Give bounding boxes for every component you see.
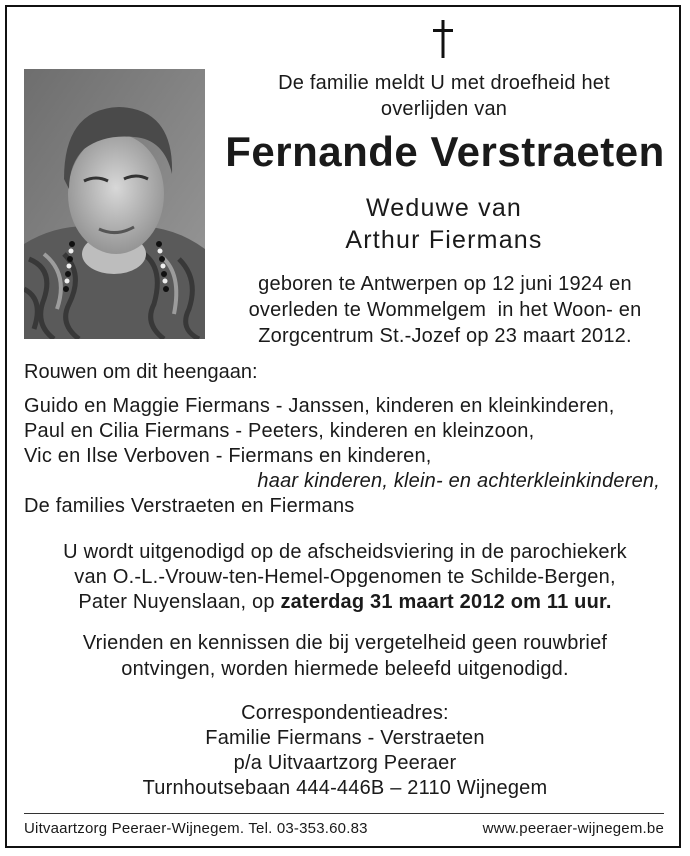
mourning-heading: Rouwen om dit heengaan:	[24, 361, 258, 383]
family-line-italic: haar kinderen, klein- en achterkleinkinderen,	[257, 470, 660, 492]
invite-address: Pater Nuyenslaan, op	[78, 591, 281, 613]
born-line: overleden te Wommelgem in het Woon- en	[248, 299, 642, 321]
birth-death-text	[215, 271, 675, 349]
corr-line: Familie Fiermans - Verstraeten	[205, 727, 485, 749]
invitation-text	[10, 540, 680, 615]
intro-text	[224, 70, 664, 122]
friends-line: Vrienden en kennissen die bij vergetelheid geen rouwbrief	[82, 632, 608, 654]
friends-text	[10, 630, 680, 682]
correspondence-address	[10, 701, 680, 801]
cross-icon	[428, 18, 458, 60]
invite-line	[10, 590, 680, 615]
corr-line: Turnhoutsebaan 444-446B – 2110 Wijnegem	[142, 777, 548, 799]
footer-contact: Uitvaartzorg Peeraer-Wijnegem. Tel. 03-353.60.83	[24, 820, 368, 837]
family-list	[24, 394, 674, 519]
intro-line: De familie meldt U met droefheid het	[278, 72, 610, 94]
family-line: Vic en Ilse Verboven - Fiermans en kinderen,	[24, 445, 432, 467]
invite-line: U wordt uitgenodigd op de afscheidsviering in de parochiekerk	[63, 541, 627, 563]
friends-line: ontvingen, worden hiermede beleefd uitgenodigd.	[121, 658, 569, 680]
born-line: geboren te Antwerpen op 12 juni 1924 en	[258, 273, 632, 295]
portrait-photo	[24, 69, 205, 339]
family-line: Guido en Maggie Fiermans - Janssen, kinderen en kleinkinderen,	[24, 395, 615, 417]
family-line: De families Verstraeten en Fiermans	[24, 495, 355, 517]
intro-line: overlijden van	[380, 98, 508, 120]
corr-line: Correspondentieadres:	[241, 702, 449, 724]
footer-website[interactable]: www.peeraer-wijnegem.be	[482, 820, 664, 837]
family-line: Paul en Cilia Fiermans - Peeters, kinderen en kleinzoon,	[24, 420, 535, 442]
born-line: Zorgcentrum St.-Jozef op 23 maart 2012.	[258, 325, 632, 347]
invite-line: van O.-L.-Vrouw-ten-Hemel-Opgenomen te Schilde-Bergen,	[74, 566, 616, 588]
widow-line: Arthur Fiermans	[345, 226, 543, 254]
deceased-name: Fernande Verstraeten	[225, 128, 665, 175]
footer-divider	[24, 813, 664, 814]
widow-text	[224, 192, 664, 256]
corr-line: p/a Uitvaartzorg Peeraer	[233, 752, 457, 774]
invite-date: zaterdag 31 maart 2012 om 11 uur.	[280, 591, 612, 613]
widow-line: Weduwe van	[365, 194, 523, 222]
